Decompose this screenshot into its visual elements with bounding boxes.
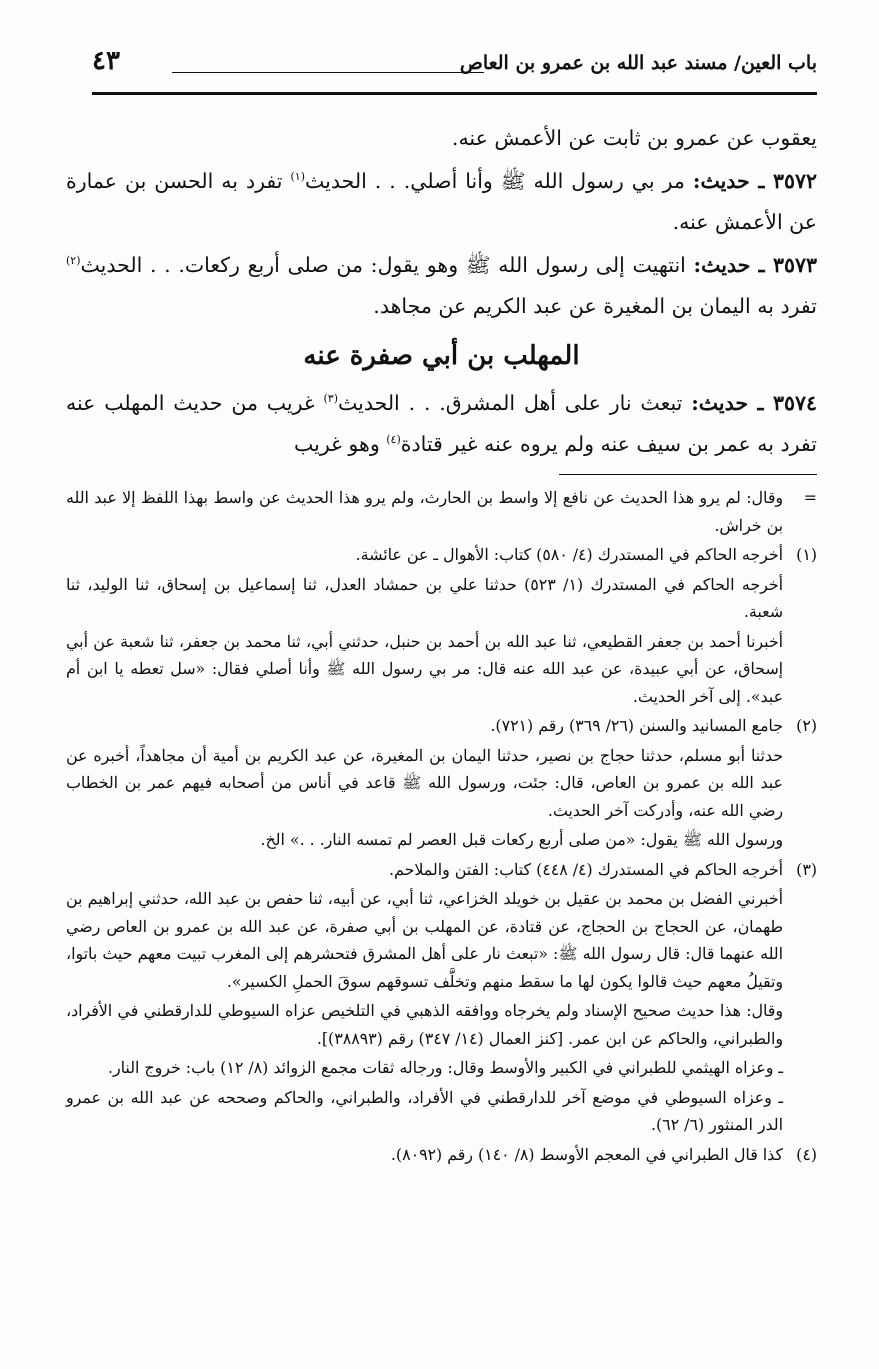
hadith-3572 xyxy=(66,161,817,243)
footnote-paragraph: أخرجه الحاكم في المستدرك (٤/ ٤٤٨) كتاب: الفتن والملاحم. xyxy=(389,859,783,879)
hadith-comment: تفرد به الحسن بن عمارة عن الأعمش عنه. xyxy=(66,169,817,234)
footnote-1 xyxy=(66,541,817,710)
footnote-3 xyxy=(66,856,817,1139)
hadith-number: ٣٥٧٢ ـ حديث: xyxy=(692,169,817,193)
footnote-paragraph: حدثنا أبو مسلم، حدثنا حجاج بن نصير، حدثنا اليمان بن المغيرة، عن عبد الكريم بن أمية أن مجاهداً، أخبره عن عبد الله بن عمرو بن العاص، قال: جئت، ورسول الله ﷺ قاعد في أناس من أصحابه فيهم عمر بن الخطاب رضي الله عنه، وأدركت آخر الحديث. xyxy=(66,745,783,820)
footnote-2 xyxy=(66,712,817,854)
footnote-paragraph: وقال: لم يرو هذا الحديث عن نافع إلا واسط بن الحارث، ولم يرو هذا الحديث عن واسط بهذا اللفظ إلا عبد الله بن خراش. xyxy=(66,488,783,535)
main-text xyxy=(66,118,817,465)
footnote-4 xyxy=(66,1141,817,1169)
header-rule xyxy=(172,72,484,73)
footnote-ref[interactable]: (٣) xyxy=(323,392,338,406)
footnote-paragraph: ورسول الله ﷺ يقول: «من صلى أربع ركعات قبل العصر لم تمسه النار. . .» الخ. xyxy=(260,830,783,849)
hadith-3574 xyxy=(66,383,817,465)
footnote-paragraph: أخرجه الحاكم في المستدرك (١/ ٥٢٣) حدثنا علي بن حمشاد العدل، ثنا إسماعيل بن إسحاق، ثنا الوليد، ثنا شعبة. xyxy=(66,574,783,621)
hadith-comment-end: وهو غريب xyxy=(294,432,387,456)
footnote-mark: (٣) xyxy=(796,859,817,879)
footnote-paragraph: ـ وعزاه السيوطي في موضع آخر للدارقطني في الأفراد، والطبراني، والحاكم وصححه عن عبد الله بن عمرو الدر المنثور (٦/ ٦٢). xyxy=(66,1087,783,1134)
hadith-number: ٣٥٧٤ ـ حديث: xyxy=(691,391,817,415)
running-header xyxy=(92,46,817,95)
section-heading: المهلب بن أبي صفرة عنه xyxy=(303,341,580,371)
footnote-mark: (٤) xyxy=(796,1144,817,1164)
continuation-line: يعقوب عن عمرو بن ثابت عن الأعمش عنه. xyxy=(451,126,817,150)
footnote-paragraph: أخرجه الحاكم في المستدرك (٤/ ٥٨٠) كتاب: الأهوال ـ عن عائشة. xyxy=(355,545,783,564)
hadith-text: مر بي رسول الله ﷺ وأنا أصلي. . . الحديث xyxy=(305,169,693,193)
footnote-paragraph: أخبرنا أحمد بن جعفر القطيعي، ثنا عبد الله بن أحمد بن حنبل، حدثني أبي، ثنا محمد بن جعفر، ثنا شعبة عن أبي إسحاق، عن أبي عبيدة، عن عبد الله عنه قال: مر بي رسول الله ﷺ وأنا أصلي فقال: «سل تعطه يا ابن أم عبد». إلى آخر الحديث. xyxy=(66,631,783,706)
footnote-ref[interactable]: (١) xyxy=(290,170,306,184)
footnote-mark: = xyxy=(803,488,817,507)
footnote-separator xyxy=(559,474,817,475)
footnote-paragraph: أخبرني الفضل بن محمد بن عقيل بن خويلد الخزاعي، ثنا أبي، عن أبيه، ثنا حفص بن عبد الله، حدثني إبراهيم بن طهمان، عن الحجاج بن الحجاج، عن قتادة، عن المهلب بن أبي صفرة، عن عبد الله بن عمرو بن العاص رضي الله عنهما قال: قال رسول الله ﷺ: «تبعث نار على أهل المشرق فتحشرهم إلى المغرب تبيت معهم حيث باتوا، وتقيلُ معهم حيث قالوا يكون لها ما سقط منهم وتخلَّف تسوقهم سوقَ الحملِ الكسير». xyxy=(66,889,783,991)
footnotes xyxy=(66,484,817,1170)
footnote-continuation xyxy=(66,484,817,539)
hadith-number: ٣٥٧٣ ـ حديث: xyxy=(693,253,817,277)
footnote-mark: (١) xyxy=(796,545,817,564)
footnote-mark: (٢) xyxy=(796,716,817,735)
footnote-paragraph: كذا قال الطبراني في المعجم الأوسط (٨/ ١٤٠) رقم (٨٠٩٢). xyxy=(390,1144,783,1164)
hadith-comment: غريب من حديث المهلب عنه تفرد به عمر بن سيف عنه ولم يروه عنه غير قتادة xyxy=(66,391,817,456)
footnote-paragraph: ـ وعزاه الهيثمي للطبراني في الكبير والأوسط وقال: ورجاله ثقات مجمع الزوائد (٨/ ١٢) باب: خروج النار. xyxy=(107,1058,783,1077)
footnote-paragraph: جامع المسانيد والسنن (٢٦/ ٣٦٩) رقم (٧٢١). xyxy=(490,716,783,735)
chapter-title: باب العين/ مسند عبد الله بن عمرو بن العاص xyxy=(459,52,817,74)
hadith-comment: تفرد به اليمان بن المغيرة عن عبد الكريم عن مجاهد. xyxy=(373,294,817,318)
footnote-ref[interactable]: (٢) xyxy=(66,254,81,268)
page-number: ٤٣ xyxy=(92,46,120,76)
hadith-3573 xyxy=(66,245,817,327)
footnote-paragraph: وقال: هذا حديث صحيح الإسناد ولم يخرجاه ووافقه الذهبي في التلخيص عزاه السيوطي للدارقطني في الأفراد، والطبراني، والحاكم عن ابن عمر. [كنز العمال (١٤/ ٣٤٧) رقم (٣٨٨٩٣)]. xyxy=(66,1001,783,1048)
footnote-ref[interactable]: (٤) xyxy=(386,433,401,447)
hadith-text: انتهيت إلى رسول الله ﷺ وهو يقول: من صلى أربع ركعات. . . الحديث xyxy=(80,253,694,277)
hadith-text: تبعث نار على أهل المشرق. . . الحديث xyxy=(337,391,692,415)
